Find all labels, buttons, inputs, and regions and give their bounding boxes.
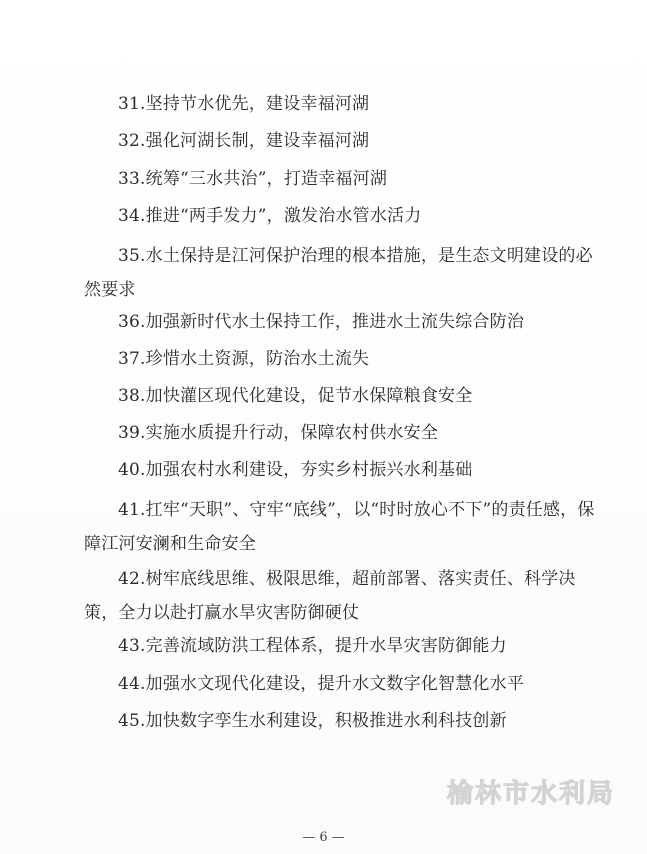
- slogan-item-39: 39.实施水质提升行动，保障农村供水安全: [118, 423, 439, 443]
- slogan-item-35: 35.水土保持是江河保护治理的根本措施，是生态文明建设的必然要求: [84, 246, 593, 300]
- slogan-item-45: 45.加快数字孪生水利建设，积极推进水利科技创新: [118, 711, 507, 731]
- slogan-item-40: 40.加强农村水利建设，夯实乡村振兴水利基础: [118, 460, 473, 480]
- slogan-item-37: 37.珍惜水土资源，防治水土流失: [118, 349, 370, 369]
- slogan-item-42: 42.树牢底线思维、极限思维，超前部署、落实责任、科学决策，全力以赴打赢水旱灾害防御硬仗: [84, 569, 576, 623]
- slogan-item-41: 41.扛牢“天职”、守牢“底线”，以“时时放心不下”的责任感，保障江河安澜和生命安全: [84, 500, 595, 554]
- page-number: — 6 —: [302, 830, 345, 845]
- slogan-item-38: 38.加快灌区现代化建设，促节水保障粮食安全: [118, 386, 473, 406]
- slogan-item-32: 32.强化河湖长制，建设幸福河湖: [118, 131, 370, 151]
- slogan-item-44: 44.加强水文现代化建设，提升水文数字化智慧化水平: [118, 674, 525, 694]
- slogan-item-33: 33.统筹“三水共治”，打造幸福河湖: [118, 169, 388, 189]
- watermark: 榆林市水利局: [446, 779, 615, 809]
- slogan-item-36: 36.加强新时代水土保持工作，推进水土流失综合防治: [118, 312, 525, 332]
- slogan-item-31: 31.坚持节水优先，建设幸福河湖: [118, 94, 370, 114]
- slogan-item-34: 34.推进“两手发力”，激发治水管水活力: [118, 206, 422, 226]
- slogan-item-43: 43.完善流域防洪工程体系，提升水旱灾害防御能力: [118, 636, 507, 656]
